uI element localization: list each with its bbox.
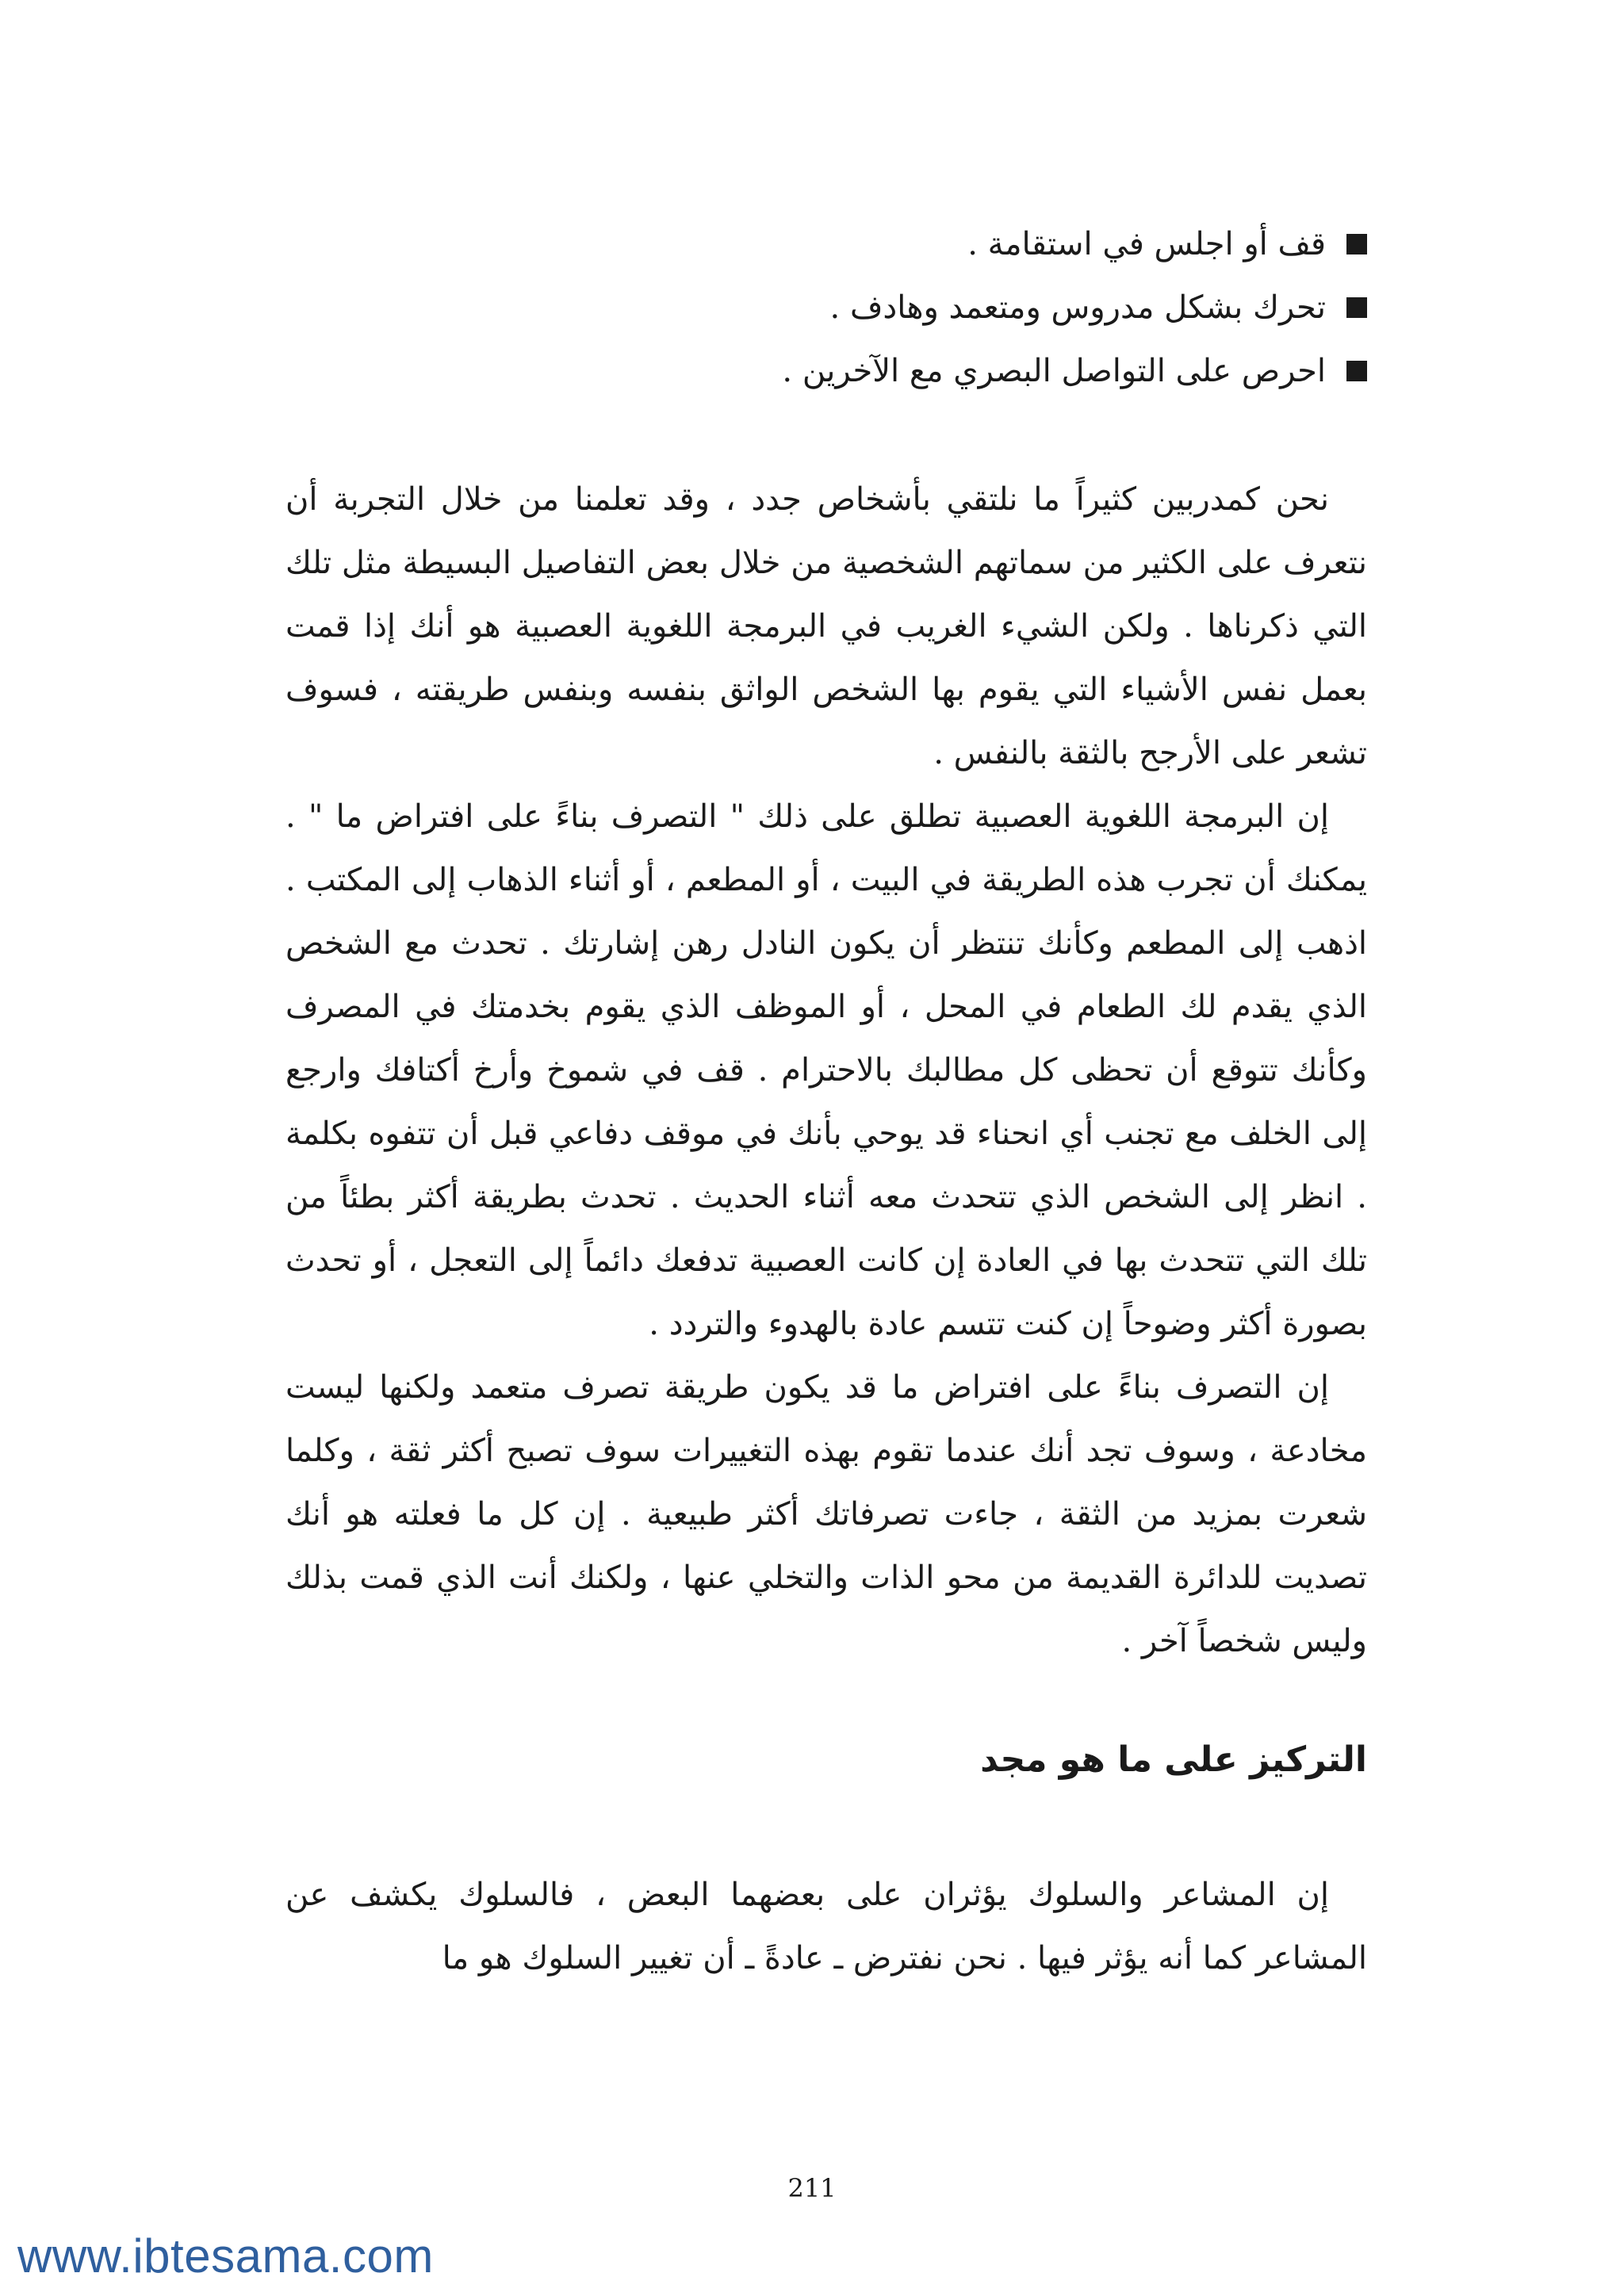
bullet-text: تحرك بشكل مدروس ومتعمد وهادف .: [829, 289, 1326, 326]
bullet-list: [285, 212, 1367, 403]
square-bullet-icon: [1346, 361, 1367, 381]
paragraph: إن المشاعر والسلوك يؤثران على بعضهما البعض ، فالسلوك يكشف عن المشاعر كما أنه يؤثر فيها . نحن نفترض ـ عادةً ـ أن تغيير السلوك هو ما: [285, 1877, 1367, 1976]
section-heading: التركيز على ما هو مجد: [980, 1739, 1367, 1780]
body-text: [285, 468, 1367, 1673]
paragraph: إن التصرف بناءً على افتراض ما قد يكون طريقة تصرف متعمد ولكنها ليست مخادعة ، وسوف تجد أنك عندما تقوم بهذه التغييرات سوف تصبح أكثر ثقة ، وكلما شعرت بمزيد من الثقة ، جاءت تصرفاتك أكثر طبيعية . إن كل ما فعلته هو أنك تصديت للدائرة القديمة من محو الذات والتخلي عنها ، ولكنك أنت الذي قمت بذلك وليس شخصاً آخر .: [285, 1369, 1367, 1659]
bullet-text: احرص على التواصل البصري مع الآخرين .: [782, 353, 1326, 389]
page-number: 211: [787, 2173, 837, 2203]
square-bullet-icon: [1346, 297, 1367, 318]
paragraph: إن البرمجة اللغوية العصبية تطلق على ذلك " التصرف بناءً على افتراض ما " . يمكنك أن تجرب هذه الطريقة في البيت ، أو المطعم ، أو أثناء الذهاب إلى المكتب . اذهب إلى المطعم وكأنك تنتظر أن يكون النادل رهن إشارتك . تحدث مع الشخص الذي يقدم لك الطعام في المحل ، أو الموظف الذي يقوم بخدمتك في المصرف وكأنك تتوقع أن تحظى كل مطالبك بالاحترام . قف في شموخ وأرخ أكتافك وارجع إلى الخلف مع تجنب أي انحناء قد يوحي بأنك في موقف دفاعي قبل أن تتفوه بكلمة . انظر إلى الشخص الذي تتحدث معه أثناء الحديث . تحدث بطريقة أكثر بطئاً من تلك التي تتحدث بها في العادة إن كانت العصبية تدفعك دائماً إلى التعجل ، أو تحدث بصورة أكثر وضوحاً إن كنت تتسم عادة بالهدوء والتردد .: [285, 798, 1367, 1342]
bullet-item: [285, 339, 1367, 403]
bullet-text: قف أو اجلس في استقامة .: [967, 226, 1326, 262]
paragraph: نحن كمدربين كثيراً ما نلتقي بأشخاص جدد ، وقد تعلمنا من خلال التجربة أن نتعرف على الكثير من سماتهم الشخصية من خلال بعض التفاصيل البسيطة مثل تلك التي ذكرناها . ولكن الشيء الغريب في البرمجة اللغوية العصبية هو أنك إذا قمت بعمل نفس الأشياء التي يقوم بها الشخص الواثق بنفسه وبنفس طريقته ، فسوف تشعر على الأرجح بالثقة بالنفس .: [285, 481, 1367, 771]
body-text-continued: [285, 1863, 1367, 1990]
bullet-item: [285, 276, 1367, 339]
bullet-item: [285, 212, 1367, 276]
watermark-url: www.ibtesama.com: [17, 2229, 434, 2283]
square-bullet-icon: [1346, 234, 1367, 254]
